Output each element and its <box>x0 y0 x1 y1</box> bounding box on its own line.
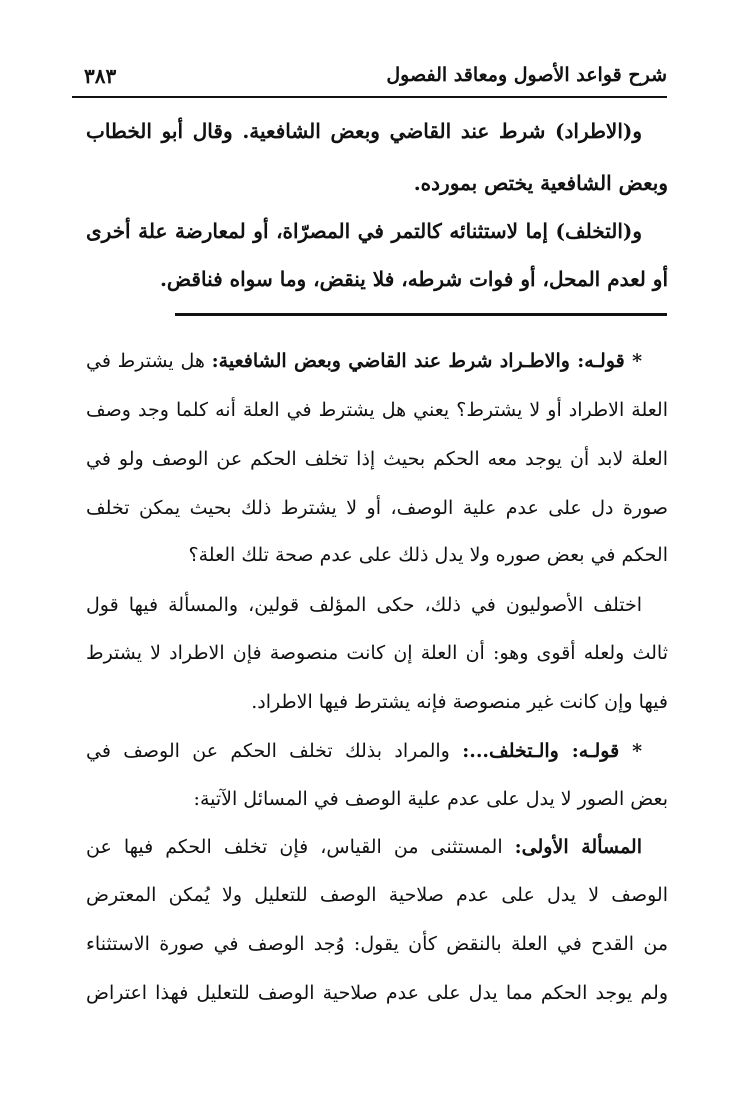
matn-line-2: وبعض الشافعية يختص بمورده. <box>413 171 668 195</box>
commentary-line-11-rest: المستثنى من القياس، فإن تخلف الحكم فيها عن <box>86 836 503 858</box>
section-divider <box>175 313 667 316</box>
commentary-line-14: ولم يوجد الحكم مما يدل على عدم صلاحية الوصف للتعليل فهذا اعتراض <box>86 982 668 1004</box>
page-header <box>72 62 667 94</box>
quote-lead-1: * قولـه: والاطـراد شرط عند القاضي وبعض الشافعية: <box>211 350 643 372</box>
commentary-line-5: الحكم في بعض صوره ولا يدل ذلك على عدم صحة تلك العلة؟ <box>188 544 668 566</box>
running-title: شرح قواعد الأصول ومعاقد الفصول <box>386 64 667 86</box>
commentary-line-1-rest: هل يشترط في <box>86 350 205 372</box>
matn-line-3: و(التخلف) إما لاستثنائه كالتمر في المصرّاة، أو لمعارضة علة أخرى <box>86 219 642 243</box>
commentary-line-6: اختلف الأصوليون في ذلك، حكى المؤلف قولين، والمسألة فيها قول <box>86 594 642 616</box>
commentary-line-8: فيها وإن كانت غير منصوصة فإنه يشترط فيها الاطراد. <box>251 691 668 713</box>
issue-heading-1: المسألة الأولى: <box>514 836 643 858</box>
commentary-line-7: ثالث ولعله أقوى وهو: أن العلة إن كانت منصوصة فإن الاطراد لا يشترط <box>86 642 668 664</box>
commentary-line-11 <box>86 834 668 864</box>
quote-lead-2: * قولـه: والـتخلف...: <box>462 740 642 762</box>
matn-line-4: أو لعدم المحل، أو فوات شرطه، فلا ينقض، وما سواه فناقض. <box>159 267 668 291</box>
commentary-line-1 <box>86 348 668 378</box>
commentary-line-4: صورة دل على عدم علية الوصف، أو لا يشترط ذلك بحيث يمكن تخلف <box>86 497 668 519</box>
commentary-line-9 <box>86 738 668 768</box>
commentary-line-3: العلة لابد أن يوجد معه الحكم بحيث إذا تخلف الحكم عن الوصف ولو في <box>86 448 668 470</box>
page-number: ٣٨٣ <box>84 64 117 88</box>
commentary-line-13: من القدح في العلة بالنقض كأن يقول: وُجد الوصف في صورة الاستثناء <box>86 933 668 955</box>
commentary-line-2: العلة الاطراد أو لا يشترط؟ يعني هل يشترط في العلة أنه كلما وجد وصف <box>86 399 668 421</box>
commentary-line-12: الوصف لا يدل على عدم صلاحية الوصف للتعليل ولا يُمكن المعترض <box>86 884 668 906</box>
header-rule <box>72 96 667 98</box>
commentary-line-10: بعض الصور لا يدل على عدم علية الوصف في المسائل الآتية: <box>193 788 668 810</box>
matn-line-1: و(الاطراد) شرط عند القاضي وبعض الشافعية. وقال أبو الخطاب <box>86 119 642 143</box>
commentary-line-9-rest: والمراد بذلك تخلف الحكم عن الوصف في <box>86 740 450 762</box>
